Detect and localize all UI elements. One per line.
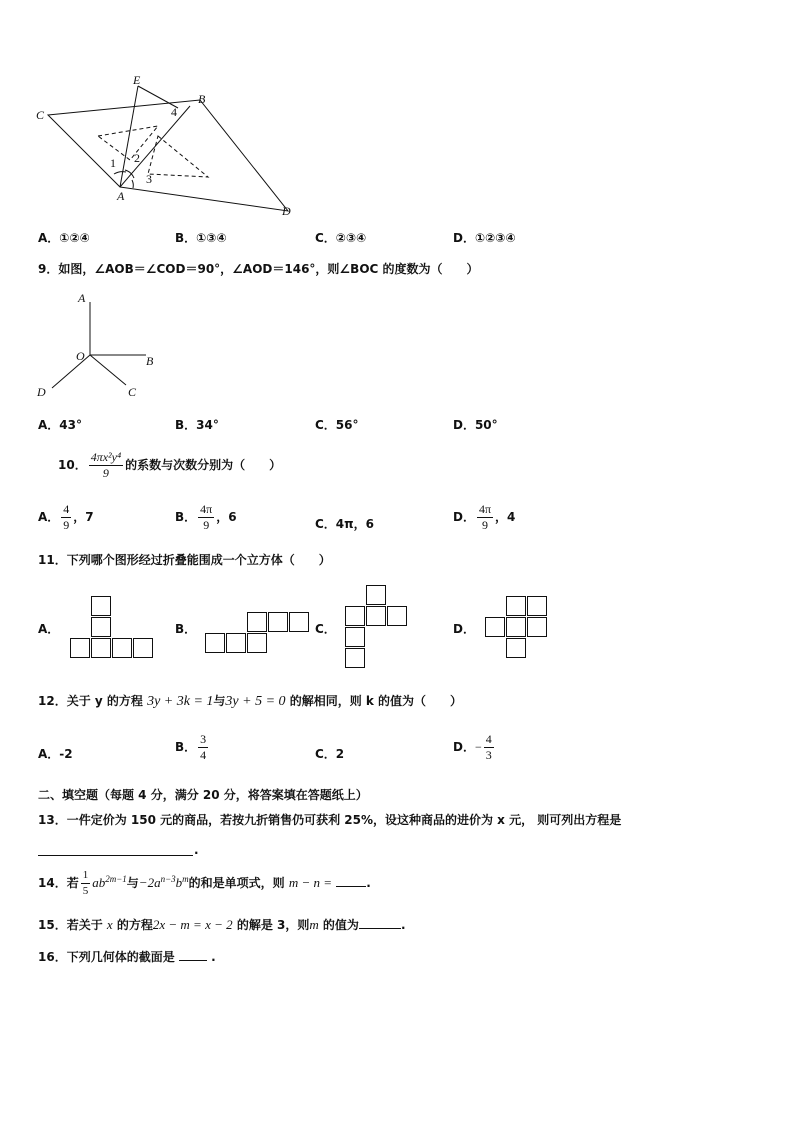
q14-post: 的和是单项式，则: [188, 876, 285, 890]
label-b: B: [198, 92, 206, 106]
q8-option-c[interactable]: C．②③④: [315, 231, 367, 245]
q11-option-b-label[interactable]: B．: [175, 622, 197, 636]
q10-fraction: [89, 450, 123, 481]
q11-net-c[interactable]: [345, 585, 410, 671]
angle-arc-1: [114, 172, 126, 174]
q14-tail: .: [366, 876, 371, 890]
q13-tail: .: [194, 843, 199, 857]
frac-den: 5: [82, 885, 89, 897]
q9-option-c[interactable]: C．56°: [315, 418, 359, 432]
q14-mid: 与: [126, 876, 139, 890]
q14-exp3: m: [182, 874, 189, 884]
q10-frac-num: 4πx²y⁴: [90, 450, 122, 464]
q10-option-b[interactable]: [175, 502, 237, 533]
q10-opt-d-tail: ，4: [495, 510, 516, 524]
frac-num: 4π: [200, 502, 213, 516]
q15-equation: 2x − m = x − 2: [152, 917, 233, 932]
q12-opt-b-frac: [198, 732, 208, 763]
q16-stem: [38, 948, 216, 965]
angle-arc-3: [132, 180, 133, 188]
q9-option-d[interactable]: D．50°: [453, 418, 498, 432]
q10-stem-tail: 的系数与次数分别为（ ）: [125, 458, 282, 472]
q12-pre: 12．关于 y 的方程: [38, 694, 143, 708]
q12-option-b[interactable]: [175, 732, 210, 763]
q10-opt-a-tail: ，7: [73, 510, 94, 524]
q11-net-d[interactable]: [485, 596, 550, 660]
frac-num: 3: [200, 732, 207, 746]
q16-text: 16．下列几何体的截面是: [38, 950, 175, 964]
label-e: E: [133, 73, 141, 87]
q13-stem: 13．一件定价为 150 元的商品，若按九折销售仍可获利 25%，设这种商品的进价为 x 元， 则可列出方程是: [38, 813, 622, 827]
frac-num: 1: [81, 868, 91, 884]
frac-den: 9: [482, 518, 488, 532]
q9-figure: [30, 288, 180, 403]
dashed-triangle-2: [148, 136, 208, 177]
q9-option-a[interactable]: A．43°: [38, 418, 82, 432]
q12-stem: [38, 692, 462, 710]
q12-post: 的解相同，则 k 的值为（ ）: [289, 694, 463, 708]
frac-num: 4π: [478, 502, 492, 516]
frac-den: 3: [485, 748, 492, 762]
q11-option-a-label[interactable]: A．: [38, 622, 60, 636]
q14-pre: 14．若: [38, 876, 79, 890]
q10-option-d[interactable]: [453, 502, 515, 533]
label-o: O: [76, 349, 85, 363]
q10-opt-d-label: D．: [453, 510, 475, 524]
q16-answer-blank[interactable]: [179, 960, 207, 961]
q10-number: 10．: [58, 458, 87, 472]
frac-num: 4: [485, 732, 492, 746]
label-d: D: [37, 385, 46, 399]
q14-stem: [38, 868, 371, 899]
ray-oc: [90, 355, 126, 385]
q13-answer-blank[interactable]: [38, 843, 193, 856]
q10-opt-a-frac: [61, 502, 71, 533]
q12-option-c[interactable]: C．2: [315, 747, 345, 761]
label-2: 2: [134, 151, 140, 165]
q12-opt-d-frac: [484, 732, 494, 763]
q10-option-c[interactable]: C．4π，6: [315, 517, 374, 531]
q10-opt-b-frac: [198, 502, 214, 533]
q15-answer-blank[interactable]: [359, 928, 401, 929]
q15-var-m: m: [309, 917, 319, 932]
q12-mid: 与: [213, 694, 226, 708]
q11-option-d-label[interactable]: D．: [453, 622, 475, 636]
frac-den: 9: [63, 518, 70, 532]
q15-post: 的值为: [322, 918, 359, 932]
q10-opt-b-tail: ，6: [216, 510, 237, 524]
label-c: C: [128, 385, 137, 399]
q14-expr: m − n =: [288, 875, 333, 890]
q8-option-a[interactable]: A．①②④: [38, 231, 90, 245]
q8-figure: [30, 70, 300, 220]
q10-option-a[interactable]: [38, 502, 94, 533]
q15-pre: 15．若关于: [38, 918, 103, 932]
q12-opt-d-label: D．: [453, 740, 475, 754]
q12-option-d[interactable]: [453, 732, 496, 763]
q12-opt-b-label: B．: [175, 740, 197, 754]
q12-option-a[interactable]: A．-2: [38, 747, 73, 761]
q10-stem: [58, 450, 281, 481]
q12-opt-d-sign: −: [474, 740, 482, 754]
label-a: A: [117, 189, 125, 203]
label-4: 4: [171, 105, 177, 119]
q14-term2: −2a: [138, 875, 161, 890]
q10-frac-den: 9: [102, 466, 109, 480]
label-3: 3: [146, 172, 152, 186]
q11-net-b[interactable]: [205, 612, 312, 655]
q9-stem: 9．如图，∠AOB＝∠COD＝90°，∠AOD＝146°，则∠BOC 的度数为（ ）: [38, 262, 479, 276]
q11-option-c-label[interactable]: C．: [315, 622, 336, 636]
q14-term2b: b: [175, 875, 183, 890]
q16-tail: .: [211, 950, 216, 964]
q15-mid1: 的方程: [116, 918, 153, 932]
label-c: C: [36, 108, 45, 122]
q15-tail: .: [400, 918, 406, 932]
q10-opt-b-label: B．: [175, 510, 197, 524]
q14-exp2: n−3: [160, 874, 176, 884]
q11-net-a[interactable]: [70, 596, 156, 660]
q8-option-d[interactable]: D．①②③④: [453, 231, 516, 245]
label-1: 1: [110, 156, 116, 170]
q14-term1: ab: [92, 875, 106, 890]
q15-var-x: x: [106, 917, 113, 932]
q12-equation-2: 3y + 5 = 0: [225, 694, 286, 709]
q14-exp1: 2m−1: [105, 874, 127, 884]
q9-option-b[interactable]: B．34°: [175, 418, 219, 432]
q10-opt-a-label: A．: [38, 510, 60, 524]
angle-arc-2: [125, 170, 134, 178]
q14-frac: [81, 868, 91, 899]
frac-den: 9: [203, 518, 210, 532]
frac-num: 4: [63, 502, 70, 516]
section-2-heading: 二、填空题（每题 4 分，满分 20 分，将答案填在答题纸上）: [38, 788, 368, 802]
line-a-b: [120, 106, 190, 187]
quadrilateral-cabd: [48, 100, 288, 211]
q11-stem: 11．下列哪个图形经过折叠能围成一个立方体（ ）: [38, 553, 331, 567]
label-a: A: [78, 291, 86, 305]
q10-opt-d-frac: [477, 502, 493, 533]
label-b: B: [146, 354, 154, 368]
q15-mid2: 的解是 3，则: [236, 918, 310, 932]
q8-option-b[interactable]: B．①③④: [175, 231, 227, 245]
frac-den: 4: [200, 748, 207, 762]
q12-equation-1: 3y + 3k = 1: [147, 694, 214, 709]
q15-stem: [38, 916, 406, 933]
q14-answer-blank[interactable]: [336, 886, 366, 887]
label-d: D: [282, 204, 291, 218]
